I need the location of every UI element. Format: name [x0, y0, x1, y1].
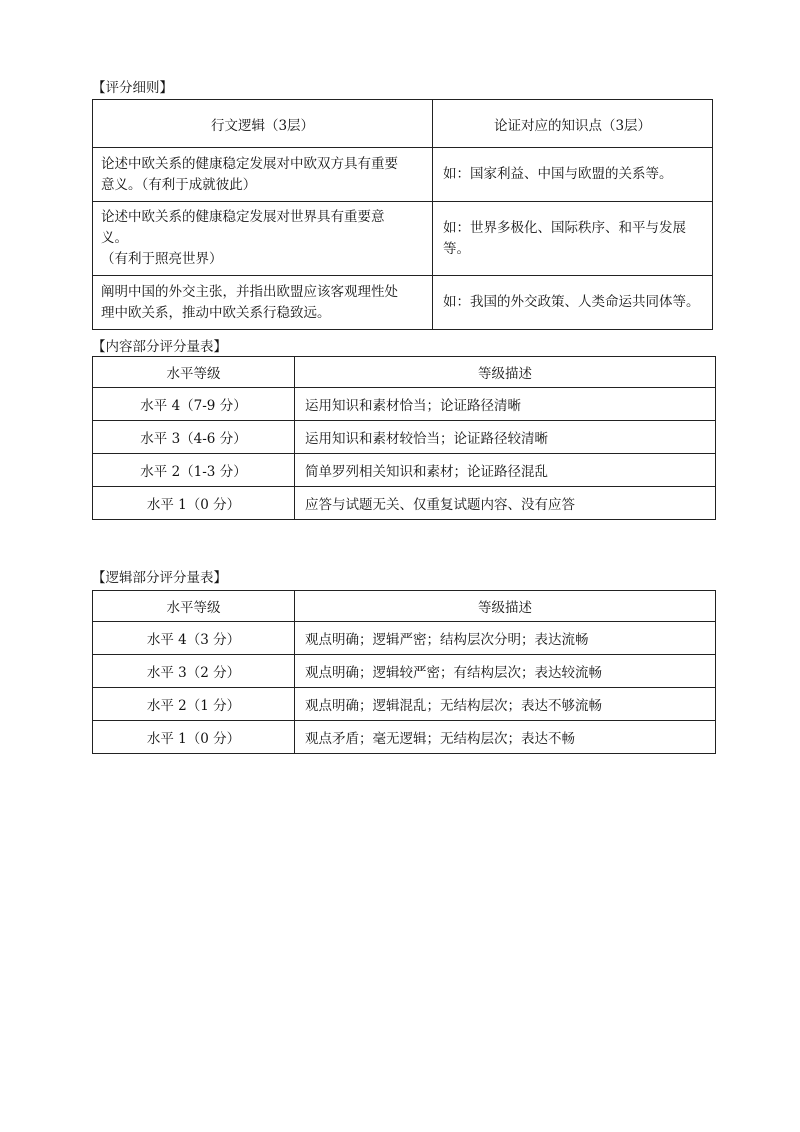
logic-line: 论述中欧关系的健康稳定发展对世界具有重要意	[101, 209, 385, 225]
content-scale-table	[92, 356, 716, 520]
table-row	[93, 148, 713, 202]
logic-line: （有利于照亮世界）	[101, 251, 223, 267]
table-header-row	[93, 100, 713, 148]
level-cell: 水平 2（1 分）	[93, 688, 295, 721]
scoring-details-heading: 【评分细则】	[92, 80, 173, 96]
logic-cell	[93, 202, 433, 276]
logic-cell	[93, 148, 433, 202]
table-row	[93, 454, 716, 487]
knowledge-cell: 如：国家利益、中国与欧盟的关系等。	[433, 148, 713, 202]
table-row	[93, 421, 716, 454]
level-cell: 水平 3（4-6 分）	[93, 421, 295, 454]
header-knowledge: 论证对应的知识点（3层）	[433, 100, 713, 148]
knowledge-cell	[433, 202, 713, 276]
header-description: 等级描述	[295, 357, 716, 388]
level-cell: 水平 2（1-3 分）	[93, 454, 295, 487]
description-cell: 观点明确；逻辑混乱；无结构层次；表达不够流畅	[295, 688, 716, 721]
description-cell: 应答与试题无关、仅重复试题内容、没有应答	[295, 487, 716, 520]
logic-line: 阐明中国的外交主张，并指出欧盟应该客观理性处	[101, 283, 398, 300]
header-description: 等级描述	[295, 591, 716, 622]
table-row	[93, 487, 716, 520]
header-logic: 行文逻辑（3层）	[93, 100, 433, 148]
knowledge-line: 等。	[443, 240, 470, 257]
level-cell: 水平 1（0 分）	[93, 721, 295, 754]
table-header-row	[93, 357, 716, 388]
table-row	[93, 388, 716, 421]
level-cell: 水平 3（2 分）	[93, 655, 295, 688]
level-cell: 水平 1（0 分）	[93, 487, 295, 520]
level-cell: 水平 4（3 分）	[93, 622, 295, 655]
description-cell: 观点矛盾；毫无逻辑；无结构层次；表达不畅	[295, 721, 716, 754]
logic-line: 理中欧关系，推动中欧关系行稳致远。	[101, 304, 331, 321]
content-scale-heading: 【内容部分评分量表】	[92, 339, 227, 355]
table-row	[93, 688, 716, 721]
table-row	[93, 721, 716, 754]
logic-cell	[93, 276, 433, 330]
logic-line: 义。	[101, 230, 128, 246]
level-cell: 水平 4（7-9 分）	[93, 388, 295, 421]
description-cell: 简单罗列相关知识和素材；论证路径混乱	[295, 454, 716, 487]
table-header-row	[93, 591, 716, 622]
knowledge-line: 如：世界多极化、国际秩序、和平与发展	[443, 219, 686, 236]
knowledge-cell: 如：我国的外交政策、人类命运共同体等。	[433, 276, 713, 330]
description-cell: 观点明确；逻辑较严密；有结构层次；表达较流畅	[295, 655, 716, 688]
description-cell: 运用知识和素材恰当；论证路径清晰	[295, 388, 716, 421]
table-row	[93, 655, 716, 688]
table-row	[93, 202, 713, 276]
logic-line: 论述中欧关系的健康稳定发展对中欧双方具有重要	[101, 155, 398, 172]
logic-line: 意义。（有利于成就彼此）	[101, 176, 257, 193]
logic-scale-table	[92, 590, 716, 754]
scoring-details-table	[92, 99, 713, 330]
header-level: 水平等级	[93, 591, 295, 622]
table-row	[93, 276, 713, 330]
logic-scale-heading: 【逻辑部分评分量表】	[92, 570, 227, 586]
header-level: 水平等级	[93, 357, 295, 388]
description-cell: 运用知识和素材较恰当；论证路径较清晰	[295, 421, 716, 454]
description-cell: 观点明确；逻辑严密；结构层次分明；表达流畅	[295, 622, 716, 655]
table-row	[93, 622, 716, 655]
